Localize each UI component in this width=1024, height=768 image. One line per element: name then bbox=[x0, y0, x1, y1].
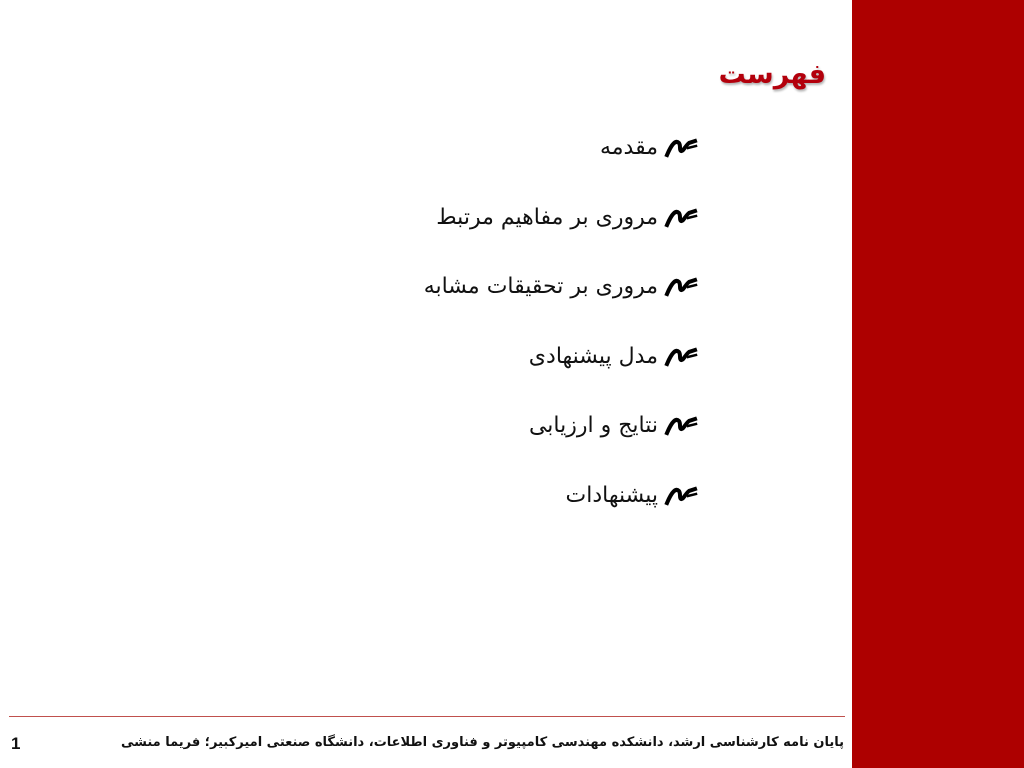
footer-divider bbox=[9, 716, 845, 717]
flourish-arrow-icon bbox=[664, 207, 698, 229]
list-item-label: نتایج و ارزیابی bbox=[528, 413, 658, 439]
list-item bbox=[198, 267, 698, 307]
list-item-label: مدل پیشنهادی bbox=[528, 343, 658, 369]
list-item bbox=[198, 128, 698, 168]
flourish-arrow-icon bbox=[664, 415, 698, 437]
table-of-contents-list bbox=[198, 128, 698, 546]
list-item-label: مقدمه bbox=[599, 135, 658, 160]
list-item bbox=[198, 337, 698, 377]
list-item bbox=[198, 406, 698, 446]
list-item-label: پیشنهادات bbox=[565, 482, 658, 508]
footer-caption: پایان نامه کارشناسی ارشد، دانشکده مهندسی کامپیوتر و فناوری اطلاعات، دانشگاه صنعتی امیرکبیر؛ فریما منشی bbox=[120, 735, 844, 750]
page-number: 1 bbox=[11, 734, 21, 753]
list-item-label: مروری بر مفاهیم مرتبط bbox=[436, 204, 658, 230]
list-item bbox=[198, 198, 698, 238]
red-side-band bbox=[852, 0, 1024, 768]
flourish-arrow-icon bbox=[664, 346, 698, 368]
list-item bbox=[198, 476, 698, 516]
slide-title: فهرست bbox=[718, 59, 826, 90]
list-item-label: مروری بر تحقیقات مشابه bbox=[423, 274, 658, 300]
flourish-arrow-icon bbox=[664, 485, 698, 507]
flourish-arrow-icon bbox=[664, 276, 698, 298]
flourish-arrow-icon bbox=[664, 137, 698, 159]
